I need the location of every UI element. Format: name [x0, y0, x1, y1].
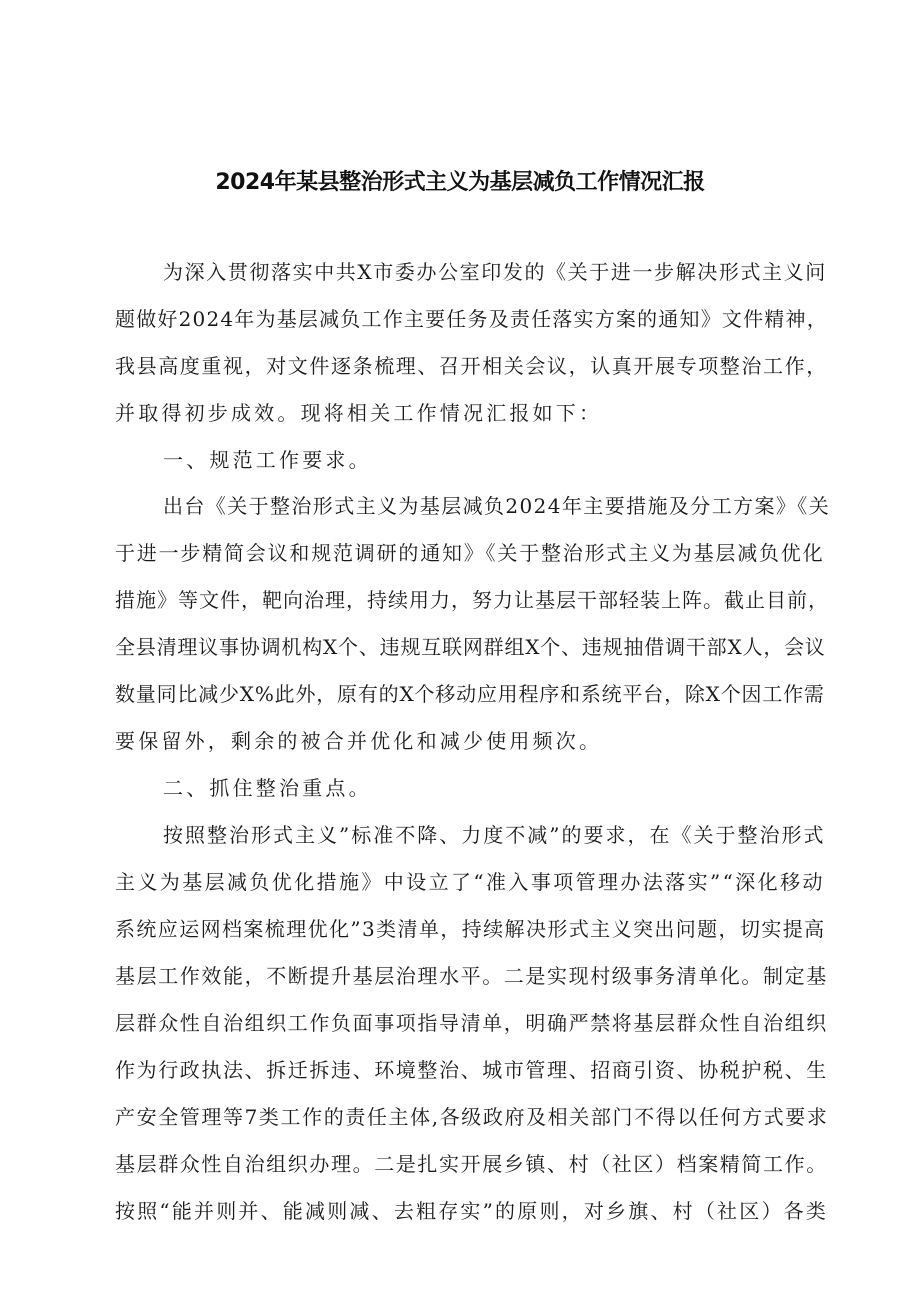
paragraph-line: 作为行政执法、拆迁拆违、环境整治、城市管理、招商引资、协税护税、生 [115, 1058, 828, 1082]
section-heading: 一、规范工作要求。 [163, 448, 372, 472]
paragraph-line: 层群众性自治组织工作负面事项指导清单，明确严禁将基层群众性自治组织 [115, 1011, 828, 1035]
paragraph-line: 主义为基层减负优化措施》中设立了“准入事项管理办法落实”“深化移动 [115, 870, 825, 894]
paragraph-line: 按照整治形式主义”标准不降、力度不减”的要求，在《关于整治形式 [163, 823, 826, 847]
paragraph-line: 我县高度重视，对文件逐条梳理、召开相关会议，认真开展专项整治工作， [115, 354, 828, 378]
paragraph-line: 为深入贯彻落实中共X市委办公室印发的《关于进一步解决形式主义问 [163, 260, 827, 284]
paragraph-line: 按照“能并则并、能减则减、去粗存实”的原则，对乡旗、村（社区）各类 [115, 1199, 829, 1223]
paragraph-line: 基层工作效能，不断提升基层治理水平。二是实现村级事务清单化。制定基 [115, 964, 828, 988]
paragraph-line: 数量同比减少X%此外，原有的X个移动应用程序和系统平台，除X个因工作需 [115, 682, 825, 706]
paragraph-line: 产安全管理等7类工作的责任主体,各级政府及相关部门不得以任何方式要求 [115, 1105, 829, 1129]
paragraph-line: 基层群众性自治组织办理。二是扎实开展乡镇、村（社区）档案精简工作。 [115, 1152, 828, 1176]
paragraph-line: 出台《关于整治形式主义为基层减负2024年主要措施及分工方案》《关 [163, 494, 831, 518]
paragraph-line: 于进一步精简会议和规范调研的通知》《关于整治形式主义为基层减负优化 [115, 541, 825, 565]
paragraph-line: 要保留外，剩余的被合并优化和减少使用频次。 [115, 729, 603, 753]
paragraph-line: 全县清理议事协调机构X个、违规互联网群组X个、违规抽借调干部X人，会议 [115, 635, 826, 659]
paragraph-line: 并取得初步成效。现将相关工作情况汇报如下： [115, 401, 603, 425]
paragraph-line: 系统应运网档案梳理优化”3类清单，持续解决形式主义突出问题，切实提高 [115, 917, 826, 941]
section-heading: 二、抓住整治重点。 [163, 776, 372, 800]
paragraph-line: 措施》等文件，靶向治理，持续用力，努力让基层干部轻装上阵。截止目前， [115, 588, 829, 612]
document-title: 2024年某县整治形式主义为基层减负工作情况汇报 [215, 170, 705, 195]
paragraph-line: 题做好2024年为基层减负工作主要任务及责任落实方案的通知》文件精神， [115, 307, 828, 331]
